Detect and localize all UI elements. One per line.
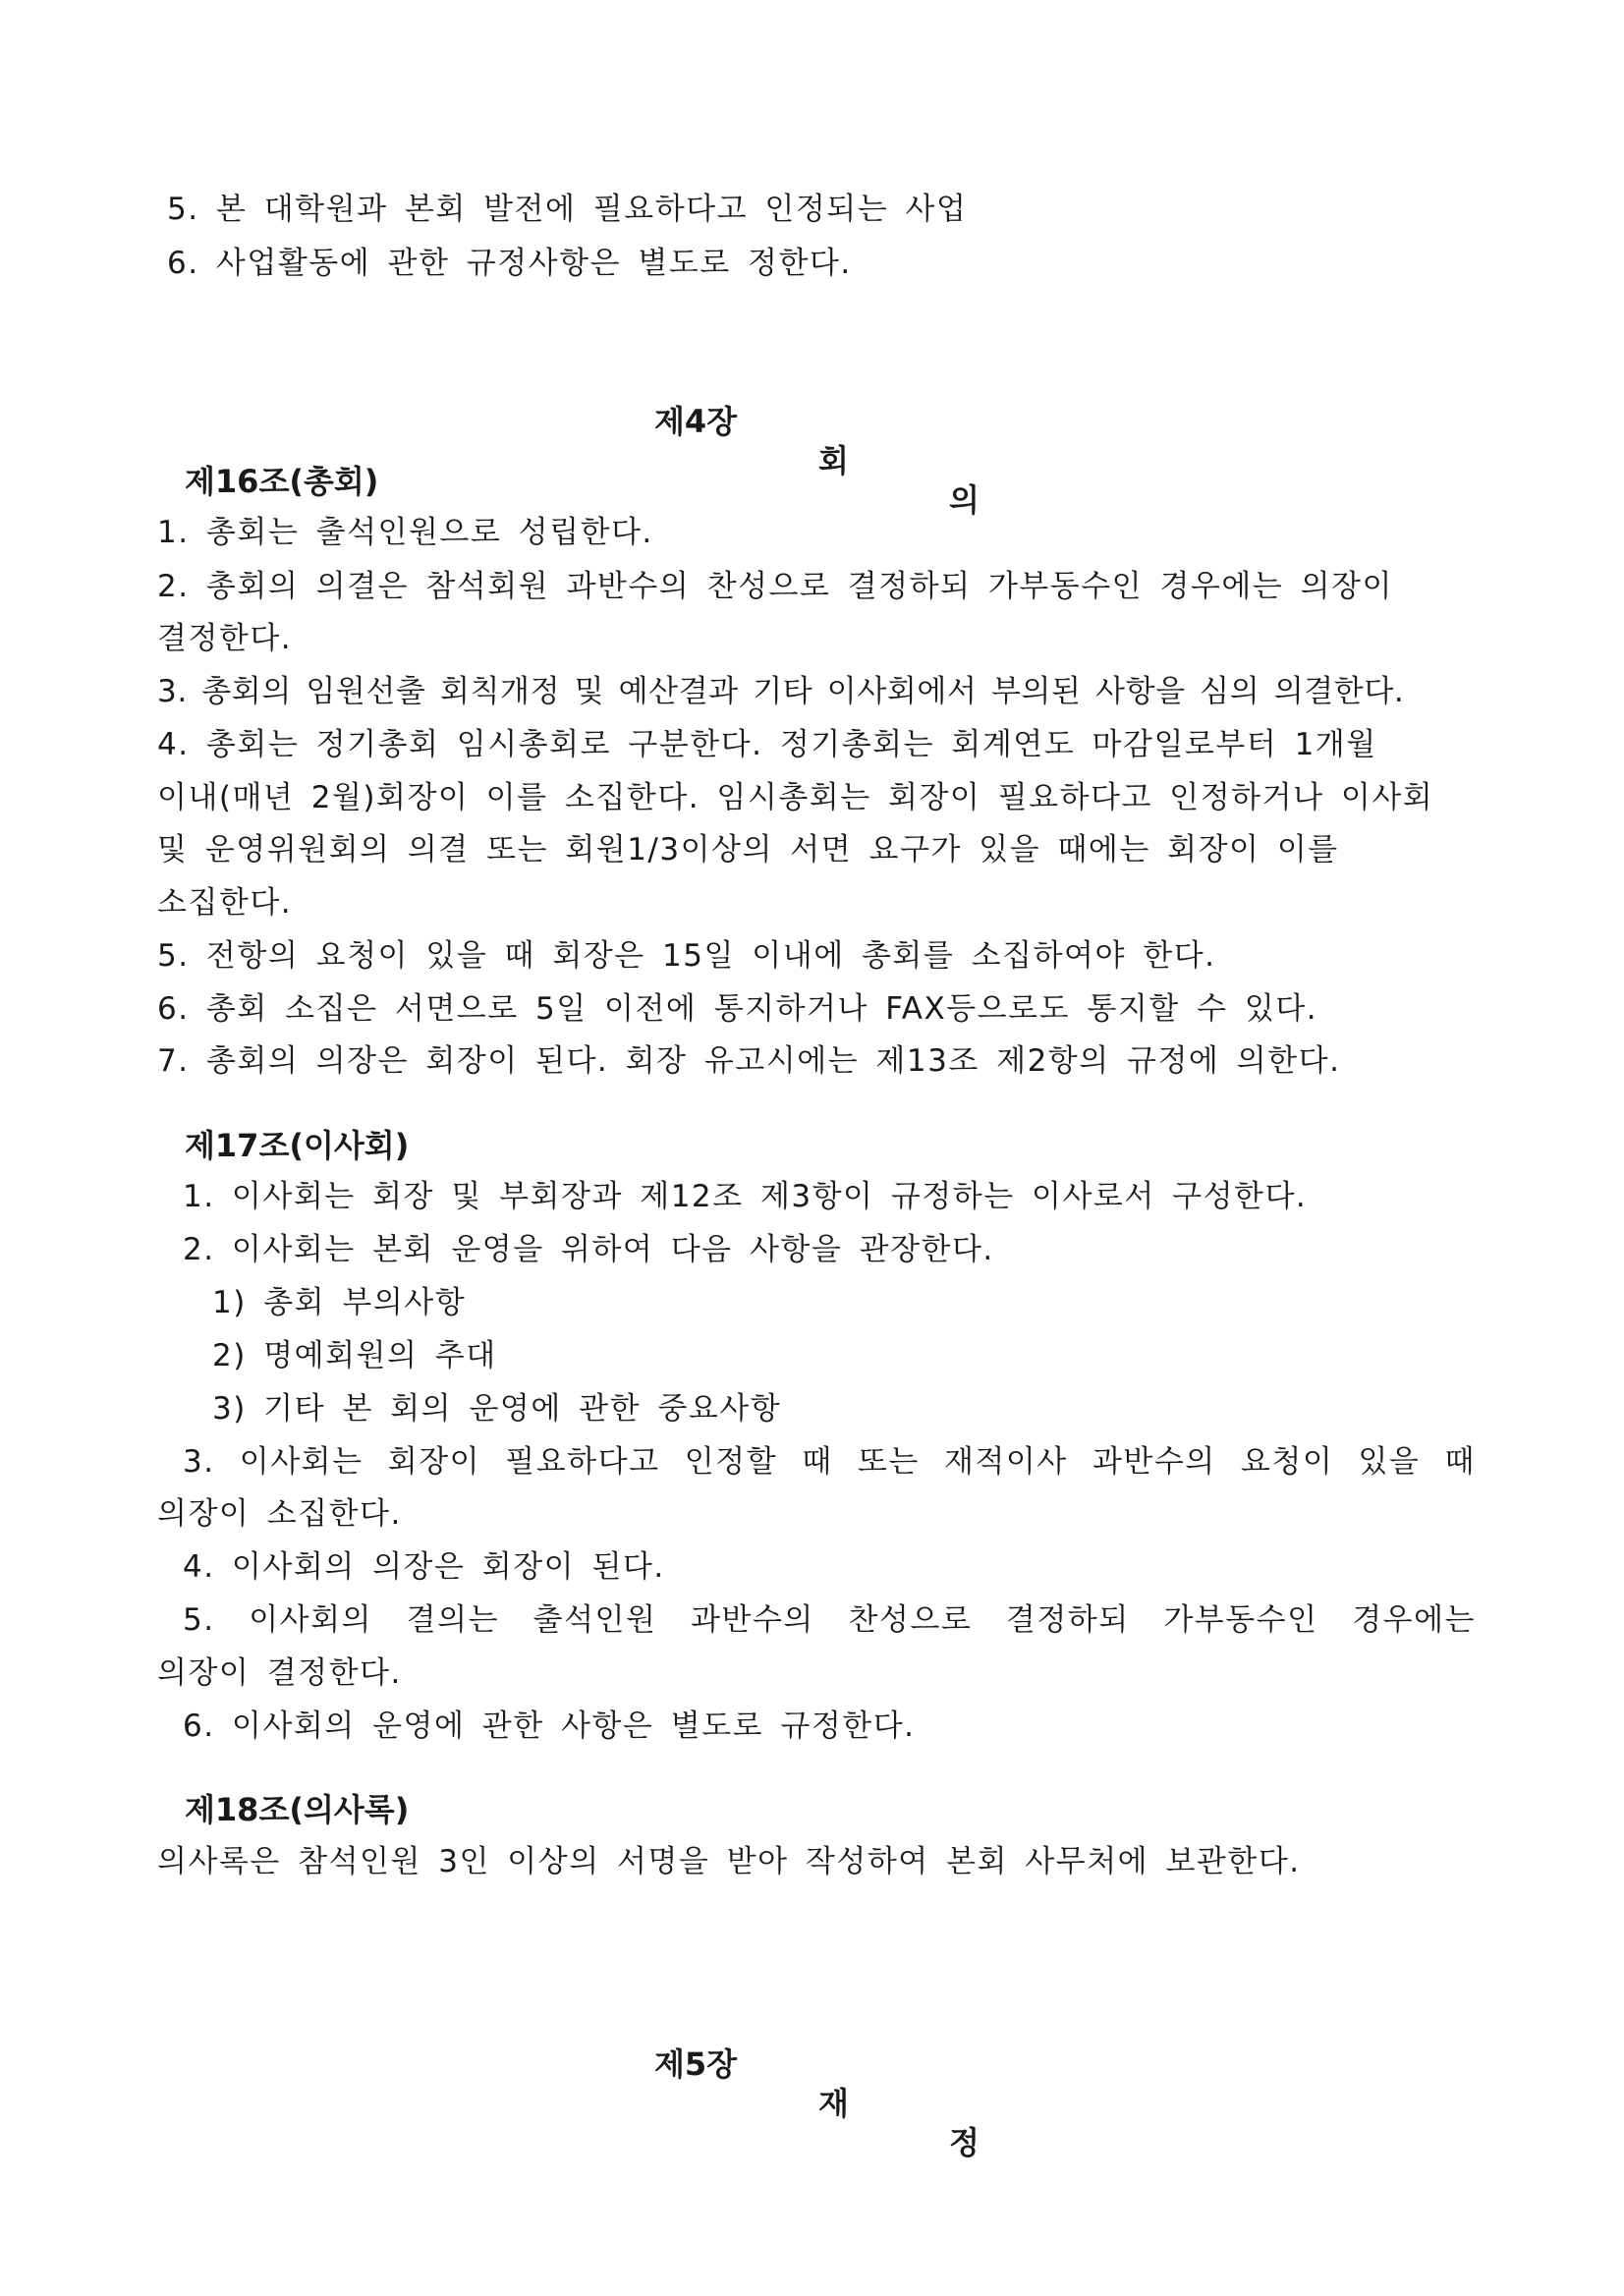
chapter-4-label: 제4장 xyxy=(654,403,738,440)
article-17-subitem: 3) 기타 본 회의 운영에 관한 중요사항 xyxy=(212,1391,782,1427)
chapter-4-title-1: 회 xyxy=(818,442,849,479)
article-17-line: 1. 이사회는 회장 및 부회장과 제12조 제3항이 규정하는 이사로서 구성한다. xyxy=(183,1179,1308,1214)
chapter-5-heading xyxy=(0,2005,1624,2161)
article-17-line: 4. 이사회의 의장은 회장이 된다. xyxy=(183,1549,665,1585)
article-18-text: 의사록은 참석인원 3인 이상의 서명을 받아 작성하여 본회 사무처에 보관한다. xyxy=(157,1844,1301,1879)
article-16-line: 7. 총회의 의장은 회장이 된다. 회장 유고시에는 제13조 제2항의 규정에 의한다. xyxy=(157,1043,1341,1079)
article-16-line: 및 운영위원회의 의결 또는 회원1/3이상의 서면 요구가 있을 때에는 회장이 이를 xyxy=(157,832,1339,868)
article-18-heading: 제18조(의사록) xyxy=(185,1791,410,1828)
article-16-heading: 제16조(총회) xyxy=(185,463,379,500)
article-16-line: 1. 총회는 출석인원으로 성립한다. xyxy=(157,515,653,550)
chapter-5-title-2: 정 xyxy=(949,2124,980,2161)
article-16-line: 2. 총회의 의결은 참석회원 과반수의 찬성으로 결정하되 가부동수인 경우에는 의장이 xyxy=(157,569,1393,604)
chapter-4-title-2: 의 xyxy=(949,481,980,519)
article-17-line: 의장이 소집한다. xyxy=(157,1496,402,1532)
article-17-subitem: 2) 명예회원의 추대 xyxy=(212,1338,497,1373)
chapter-5-label: 제5장 xyxy=(654,2045,738,2083)
chapter-5-title-1: 재 xyxy=(818,2085,849,2122)
article-17-line: 2. 이사회는 본회 운영을 위하여 다음 사항을 관장한다. xyxy=(183,1232,994,1267)
article-17-line: 6. 이사회의 운영에 관한 사항은 별도로 규정한다. xyxy=(183,1708,916,1744)
article-17-line: 3. 이사회는 회장이 필요하다고 인정할 때 또는 재적이사 과반수의 요청이 있을 때 xyxy=(183,1444,1476,1480)
article-16-line: 3. 총회의 임원선출 회칙개정 및 예산결과 기타 이사회에서 부의된 사항을 심의 의결한다. xyxy=(157,674,1405,709)
article-16-line: 소집한다. xyxy=(157,885,293,921)
article-16-line: 6. 총회 소집은 서면으로 5일 이전에 통지하거나 FAX등으로도 통지할 수 있다. xyxy=(157,991,1318,1027)
intro-item-5: 5. 본 대학원과 본회 발전에 필요하다고 인정되는 사업 xyxy=(167,192,968,227)
article-17-line: 5. 이사회의 결의는 출석인원 과반수의 찬성으로 결정하되 가부동수인 경우에는 xyxy=(183,1602,1476,1638)
article-16-line: 4. 총회는 정기총회 임시총회로 구분한다. 정기총회는 회계연도 마감일로부터 1개월 xyxy=(157,727,1377,762)
intro-item-6: 6. 사업활동에 관한 규정사항은 별도로 정한다. xyxy=(167,246,852,281)
article-16-line: 5. 전항의 요청이 있을 때 회장은 15일 이내에 총회를 소집하여야 한다. xyxy=(157,938,1216,974)
article-17-subitem: 1) 총회 부의사항 xyxy=(212,1285,467,1320)
article-17-line: 의장이 결정한다. xyxy=(157,1655,402,1691)
article-16-line: 결정한다. xyxy=(157,621,293,656)
article-17-heading: 제17조(이사회) xyxy=(185,1127,410,1164)
article-16-line: 이내(매년 2월)회장이 이를 소집한다. 임시총회는 회장이 필요하다고 인정하거나 이사회 xyxy=(157,780,1434,815)
